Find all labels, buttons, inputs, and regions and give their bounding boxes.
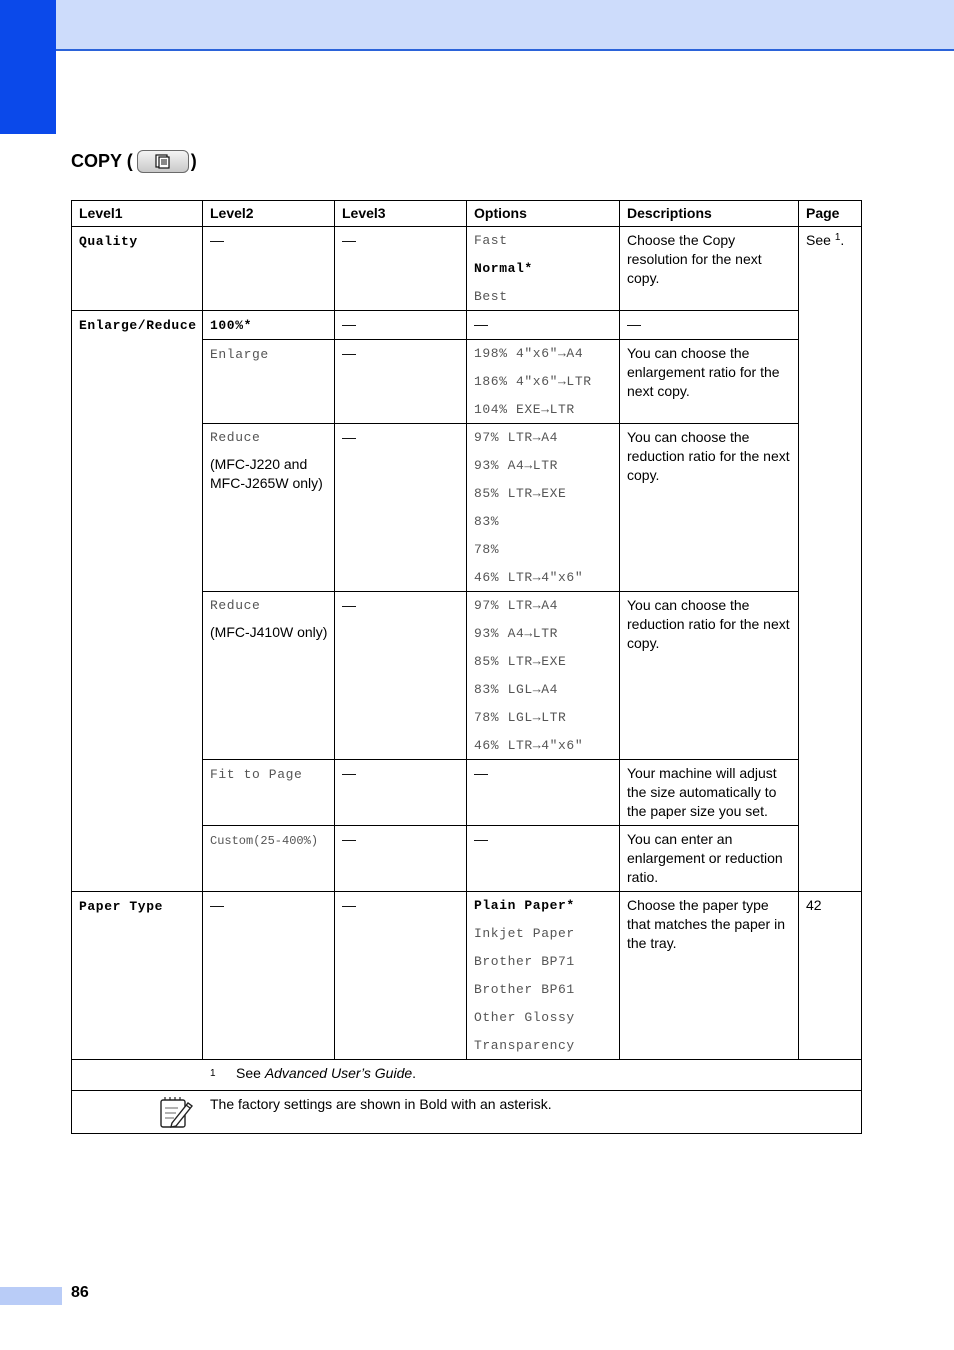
cell-level3: — (335, 592, 467, 760)
copy-key-icon (137, 150, 189, 173)
option: 78% LGL→LTR (474, 710, 567, 725)
level2-enlarge: Enlarge (210, 347, 269, 362)
level2-100: 100%* (210, 318, 253, 333)
option: 198% 4"x6"→A4 (474, 346, 584, 361)
footnote: 1 See Advanced User’s Guide. (72, 1060, 862, 1091)
header-page: Page (799, 201, 862, 227)
cell-options (467, 227, 620, 311)
option: Transparency (474, 1038, 575, 1053)
cell-description: Choose the Copy resolution for the next copy. (620, 227, 799, 311)
cell-level2 (203, 424, 335, 592)
option: Brother BP71 (474, 954, 575, 969)
cell-description: You can choose the reduction ratio for the next copy. (620, 424, 799, 592)
header-level2: Level2 (203, 201, 335, 227)
cell-level3: — (335, 760, 467, 826)
page-number: 86 (71, 1284, 89, 1301)
option-default: Normal* (474, 261, 533, 276)
cell-level2: — (203, 892, 335, 1060)
option: Other Glossy (474, 1010, 575, 1025)
level1-enlarge-reduce: Enlarge/Reduce (79, 318, 197, 333)
cell-level3: — (335, 826, 467, 892)
cell-description: You can choose the enlargement ratio for the next copy. (620, 340, 799, 424)
cell-level3: — (335, 340, 467, 424)
cell-level2: — (203, 227, 335, 311)
header-descriptions: Descriptions (620, 201, 799, 227)
level1-quality: Quality (79, 234, 138, 249)
option: 46% LTR→4"x6" (474, 738, 584, 753)
cell-level2 (203, 592, 335, 760)
table-header-row (72, 201, 862, 227)
level1-paper-type: Paper Type (79, 899, 164, 914)
option-default: Plain Paper* (474, 898, 575, 913)
cell-level3: — (335, 311, 467, 340)
level2-reduce: Reduce (210, 430, 261, 445)
option: 93% A4→LTR (474, 626, 559, 641)
table-row (72, 892, 862, 1060)
header-band (0, 0, 954, 51)
model-note: (MFC-J410W only) (210, 624, 328, 640)
section-title: COPY ( ) (71, 151, 197, 171)
header-level3: Level3 (335, 201, 467, 227)
option: 46% LTR→4"x6" (474, 570, 584, 585)
option: 186% 4"x6"→LTR (474, 374, 592, 389)
cell-level3: — (335, 892, 467, 1060)
copy-menu-table (71, 200, 862, 1134)
option: 83% (474, 514, 500, 529)
option: 104% EXE→LTR (474, 402, 575, 417)
option: 93% A4→LTR (474, 458, 559, 473)
option: 85% LTR→EXE (474, 486, 567, 501)
option: 97% LTR→A4 (474, 598, 559, 613)
note-row (72, 1091, 862, 1134)
cell-description: Choose the paper type that matches the paper in the tray. (620, 892, 799, 1060)
cell-level3: — (335, 424, 467, 592)
cell-description: You can enter an enlargement or reduction ratio. (620, 826, 799, 892)
note: The factory settings are shown in Bold with an asterisk. (72, 1091, 862, 1134)
cell-options (467, 892, 620, 1060)
cell-description: Your machine will adjust the size automatically to the paper size you set. (620, 760, 799, 826)
note-pencil-icon (158, 1096, 194, 1135)
option: Fast (474, 233, 508, 248)
option: Brother BP61 (474, 982, 575, 997)
cell-options: — (467, 311, 620, 340)
header-level1: Level1 (72, 201, 203, 227)
cell-description: You can choose the reduction ratio for the next copy. (620, 592, 799, 760)
cell-options (467, 340, 620, 424)
cell-page: See $^1$. (799, 227, 862, 892)
option: 97% LTR→A4 (474, 430, 559, 445)
table-row (72, 227, 862, 311)
cell-options: — (467, 760, 620, 826)
option: Best (474, 289, 508, 304)
option: 83% LGL→A4 (474, 682, 559, 697)
cell-options (467, 424, 620, 592)
option: 78% (474, 542, 500, 557)
cell-description: — (620, 311, 799, 340)
chapter-tab (0, 0, 56, 134)
level2-reduce: Reduce (210, 598, 261, 613)
footnote-row (72, 1060, 862, 1091)
option: Inkjet Paper (474, 926, 575, 941)
level2-custom: Custom(25-400%) (210, 834, 319, 848)
option: 85% LTR→EXE (474, 654, 567, 669)
table-row (72, 311, 862, 340)
page-tab (0, 1287, 62, 1305)
header-options: Options (467, 201, 620, 227)
cell-options (467, 592, 620, 760)
cell-options: — (467, 826, 620, 892)
level2-fit-to-page: Fit to Page (210, 767, 303, 782)
cell-level3: — (335, 227, 467, 311)
model-note: (MFC-J220 and MFC-J265W only) (210, 456, 323, 491)
cell-page: 42 (799, 892, 862, 1060)
